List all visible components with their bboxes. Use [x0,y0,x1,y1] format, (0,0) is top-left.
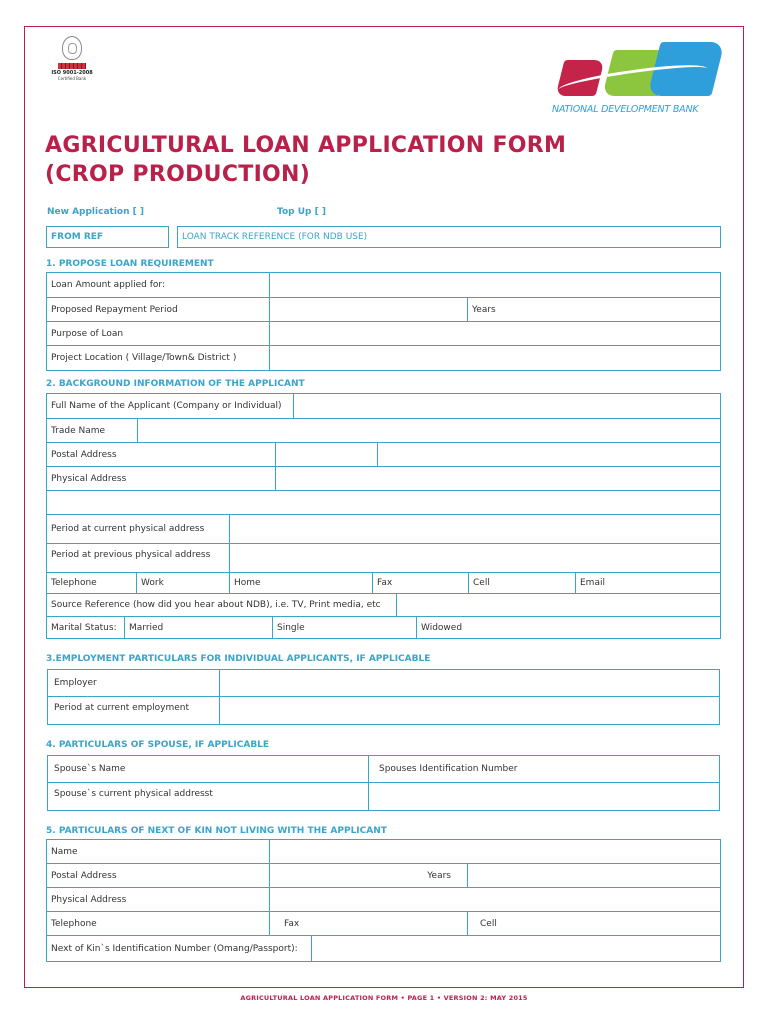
spouse-address-row [48,783,719,810]
fax-field[interactable]: Fax [372,573,468,593]
period-employment-input[interactable] [219,697,719,724]
employment-table [47,669,720,725]
iso-certification-logo [50,36,94,88]
form-title [45,131,566,189]
period-previous-address-label: Period at previous physical address [51,550,211,560]
spouse-address-label: Spouse`s current physical addresst [54,789,213,799]
loan-amount-label: Loan Amount applied for: [51,280,165,290]
loan-amount-input[interactable] [269,273,720,297]
period-employment-label: Period at current employment [54,703,190,713]
repayment-period-row [47,298,720,322]
kin-name-input[interactable] [269,840,720,863]
loan-amount-row [47,273,720,298]
kin-fax-field[interactable]: Fax [269,912,467,935]
section-3-title: 3.EMPLOYMENT PARTICULARS FOR INDIVIDUAL APPLICANTS, IF APPLICABLE [46,654,431,664]
spouse-name-row [48,756,719,783]
kin-physical-address-input[interactable] [269,888,720,911]
kin-years-input[interactable] [467,864,720,887]
form-title-line1: AGRICULTURAL LOAN APPLICATION FORM [45,133,567,158]
purpose-input[interactable] [269,322,720,345]
trade-name-input[interactable] [137,419,720,442]
telephone-row [47,573,720,594]
physical-address-continued-input[interactable] [47,491,720,514]
kin-id-row [47,936,720,961]
spouse-table [47,755,720,811]
single-option[interactable]: Single [272,617,416,638]
marital-status-row [47,617,720,638]
project-location-input[interactable] [269,346,720,370]
form-title-line2: (CROP PRODUCTION) [45,162,311,187]
full-name-input[interactable] [293,394,720,418]
source-reference-row [47,594,720,617]
project-location-label: Project Location ( Village/Town& District ) [51,353,237,363]
section-4-title: 4. PARTICULARS OF SPOUSE, IF APPLICABLE [46,740,270,750]
marital-status-label: Marital Status: [51,622,117,633]
period-current-address-input[interactable] [229,515,720,543]
full-name-label: Full Name of the Applicant (Company or Individual) [51,401,282,411]
bank-name: NATIONAL DEVELOPMENT BANK [552,104,699,115]
kin-postal-address-input[interactable] [269,864,467,887]
kin-name-row [47,840,720,864]
kin-telephone-row [47,912,720,936]
spouse-id-field[interactable]: Spouses Identification Number [368,756,719,782]
kin-telephone-field[interactable]: Telephone [51,918,97,929]
postal-address-input-2[interactable] [377,443,720,466]
full-name-row [47,394,720,419]
period-previous-address-input[interactable] [229,544,720,572]
trade-name-row [47,419,720,443]
period-current-address-row [47,515,720,544]
section-2-title: 2. BACKGROUND INFORMATION OF THE APPLICANT [46,379,305,389]
married-option[interactable]: Married [124,617,272,638]
project-location-row [47,346,720,370]
physical-address-label: Physical Address [51,473,127,484]
kin-cell-field[interactable]: Cell [467,912,720,935]
applicant-background-table [46,393,721,639]
kin-postal-address-label: Postal Address [51,870,117,881]
trade-name-label: Trade Name [51,425,106,436]
next-of-kin-table [46,839,721,962]
work-phone-field[interactable]: Work [136,573,229,593]
kin-physical-address-label: Physical Address [51,894,127,905]
kin-years-label: Years [427,870,451,881]
period-employment-row [48,697,719,724]
spouse-address-input[interactable] [368,783,719,810]
certification-text: ISO 9001-2008 [51,70,93,76]
cell-field[interactable]: Cell [468,573,575,593]
from-ref-field[interactable]: FROM REF [46,226,169,248]
section-1-title: 1. PROPOSE LOAN REQUIREMENT [46,259,214,269]
postal-address-label: Postal Address [51,449,117,460]
kin-id-input[interactable] [311,936,720,961]
postal-address-input-1[interactable] [275,443,377,466]
employer-input[interactable] [219,670,719,696]
widowed-option[interactable]: Widowed [416,617,720,638]
page-footer: AGRICULTURAL LOAN APPLICATION FORM • PAGE 1 • VERSION 2: MAY 2015 [240,994,528,1002]
certification-bar [58,63,86,69]
repayment-period-input[interactable] [269,298,467,321]
telephone-label: Telephone [51,578,97,588]
new-application-checkbox[interactable]: New Application [ ] [47,207,144,217]
employer-row [48,670,719,697]
email-field[interactable]: Email [575,573,720,593]
source-reference-label: Source Reference (how did you hear about NDB), i.e. TV, Print media, etc [51,600,381,610]
repayment-period-label: Proposed Repayment Period [51,304,178,315]
purpose-label: Purpose of Loan [51,328,124,339]
repayment-years-label: Years [467,298,720,321]
physical-address-row [47,467,720,491]
period-previous-address-row [47,544,720,573]
purpose-row [47,322,720,346]
ndb-logo [550,42,725,118]
loan-requirement-table [46,272,721,371]
kin-name-label: Name [51,846,78,857]
spouse-name-field[interactable]: Spouse`s Name [54,764,126,774]
physical-address-input[interactable] [275,467,720,490]
certification-seal-icon [62,36,82,60]
kin-physical-address-row [47,888,720,912]
home-phone-field[interactable]: Home [229,573,372,593]
certification-subtext: Certified Bank [57,76,87,81]
loan-track-reference-field[interactable]: LOAN TRACK REFERENCE (FOR NDB USE) [177,226,721,248]
top-up-checkbox[interactable]: Top Up [ ] [277,207,326,217]
physical-address-continued-row [47,491,720,515]
period-current-address-label: Period at current physical address [51,524,205,534]
kin-postal-address-row [47,864,720,888]
source-reference-input[interactable] [396,594,720,616]
section-5-title: 5. PARTICULARS OF NEXT OF KIN NOT LIVING WITH THE APPLICANT [46,826,387,836]
postal-address-row [47,443,720,467]
kin-id-label: Next of Kin`s Identification Number (Omang/Passport): [51,943,298,954]
employer-label: Employer [54,678,97,688]
